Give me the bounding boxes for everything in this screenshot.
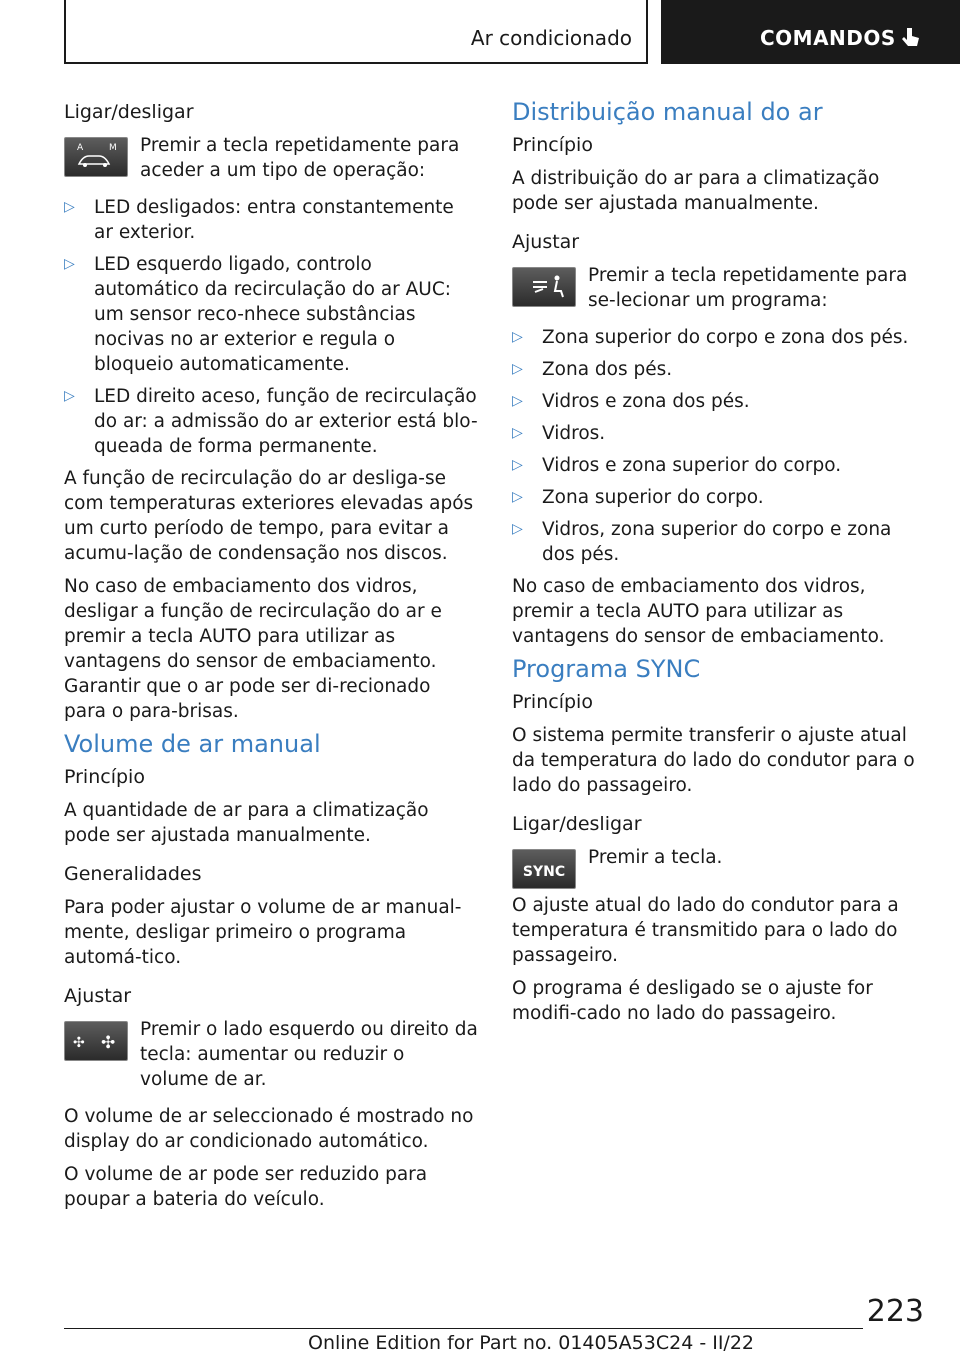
list-item: ▷ Vidros, zona superior do corpo e zona dos pés. (512, 519, 892, 565)
paragraph: Para poder ajustar o volume de ar manual-mente, desligar primeiro o programa automá-tico. (64, 897, 462, 968)
fan-key-text: Premir o lado esquerdo ou direito da tecla: aumentar ou reduzir o volume de ar. (140, 1019, 478, 1090)
air-distribution-program-list (512, 325, 924, 567)
right-column (512, 100, 924, 1034)
subheading-general: Generalidades (64, 863, 202, 885)
subheading-adjust: Ajustar (64, 985, 132, 1007)
bullet-triangle-icon: ▷ (512, 361, 523, 377)
air-distribution-key-row (512, 263, 924, 313)
subheading-adjust: Ajustar (512, 231, 580, 253)
paragraph: O sistema permite transferir o ajuste atual da temperatura do lado do condutor para o lado do passageiro. (512, 725, 915, 796)
svg-text:✣: ✣ (73, 1035, 85, 1051)
page-number: 223 (866, 1294, 924, 1329)
bullet-triangle-icon: ▷ (64, 256, 75, 272)
paragraph: A distribuição do ar para a climatização pode ser ajustada manualmente. (512, 168, 880, 214)
recirc-key-row (64, 133, 478, 183)
recirc-key-text: Premir a tecla repetidamente para aceder a um tipo de operação: (140, 135, 460, 181)
svg-text:✣: ✣ (101, 1033, 116, 1053)
paragraph: No caso de embaciamento dos vidros, desligar a função de recirculação do ar e premir a tecla AUTO para utilizar as vantagens do sensor de embaciamento. Garantir que o ar pode ser di-recionado para o para-brisas. (64, 576, 442, 722)
bullet-triangle-icon: ▷ (512, 425, 523, 441)
subheading-principle: Princípio (512, 691, 593, 713)
section-heading-volume: Volume de ar manual (64, 730, 321, 758)
list-item: ▷ Zona dos pés. (512, 359, 673, 380)
bullet-triangle-icon: ▷ (512, 329, 523, 345)
subheading-onoff: Ligar/desligar (512, 813, 642, 835)
list-item: ▷ Vidros e zona superior do corpo. (512, 455, 842, 476)
header-chapter-title: COMANDOS (760, 26, 896, 50)
footer-divider (64, 1328, 863, 1329)
paragraph: A função de recirculação do ar desliga-se com temperaturas exteriores elevadas após um curto período de tempo, para evitar a acumu-lação de condensação nos discos. (64, 468, 474, 564)
header-section-title: Ar condicionado (470, 26, 632, 50)
section-heading-sync: Programa SYNC (512, 655, 701, 683)
list-item: ▷ LED esquerdo ligado, controlo automático da recirculação do ar AUC: um sensor reco-nhece substâncias nocivas no ar exterior e regula o bloqueio automaticamente. (64, 254, 452, 375)
header-chapter-box (661, 0, 960, 64)
subheading-principle: Princípio (512, 134, 593, 156)
bullet-triangle-icon: ▷ (512, 521, 523, 537)
section-heading-distribution: Distribuição manual do ar (512, 98, 823, 126)
paragraph: O programa é desligado se o ajuste for modifi-cado no lado do passageiro. (512, 978, 873, 1024)
fan-key-row (64, 1017, 478, 1092)
list-item: ▷ Vidros e zona dos pés. (512, 391, 750, 412)
recirc-auto-label: A (77, 143, 84, 153)
recirculation-button-icon (64, 137, 128, 177)
air-distribution-button-icon (512, 267, 576, 307)
fan-speed-button-icon (64, 1021, 128, 1061)
hand-pointer-icon (899, 26, 921, 52)
footer-edition: Online Edition for Part no. 01405A53C24 - II/22 (308, 1332, 755, 1354)
list-item: ▷ Zona superior do corpo e zona dos pés. (512, 327, 909, 348)
list-item: ▷ LED direito aceso, função de recirculação do ar: a admissão do ar exterior está blo-queada de forma permanente. (64, 386, 478, 457)
paragraph: O ajuste atual do lado do condutor para a temperatura é transmitido para o lado do passageiro. (512, 895, 899, 966)
onoff-heading: Ligar/desligar (64, 101, 194, 123)
list-item: ▷ Vidros. (512, 423, 606, 444)
subheading-principle: Princípio (64, 766, 145, 788)
list-item: ▷ LED desligados: entra constantemente ar exterior. (64, 197, 454, 243)
bullet-triangle-icon: ▷ (512, 489, 523, 505)
recirc-mode-list (64, 195, 478, 459)
bullet-triangle-icon: ▷ (512, 393, 523, 409)
sync-key-text: Premir a tecla. (588, 847, 723, 868)
recirc-manual-label: M (109, 143, 117, 153)
list-item: ▷ Zona superior do corpo. (512, 487, 764, 508)
sync-button-label: SYNC (522, 864, 566, 880)
sync-key-row (512, 845, 924, 889)
sync-button-icon (512, 849, 576, 889)
bullet-triangle-icon: ▷ (64, 388, 75, 404)
paragraph: O volume de ar pode ser reduzido para poupar a bateria do veículo. (64, 1164, 428, 1210)
bullet-triangle-icon: ▷ (512, 457, 523, 473)
paragraph: A quantidade de ar para a climatização pode ser ajustada manualmente. (64, 800, 429, 846)
header-section-box (64, 0, 648, 64)
left-column (64, 100, 478, 1220)
air-distribution-key-text: Premir a tecla repetidamente para se-lecionar um programa: (588, 265, 908, 311)
paragraph: O volume de ar seleccionado é mostrado no display do ar condicionado automático. (64, 1106, 474, 1152)
bullet-triangle-icon: ▷ (64, 199, 75, 215)
paragraph: No caso de embaciamento dos vidros, premir a tecla AUTO para utilizar as vantagens do sensor de embaciamento. (512, 576, 885, 647)
